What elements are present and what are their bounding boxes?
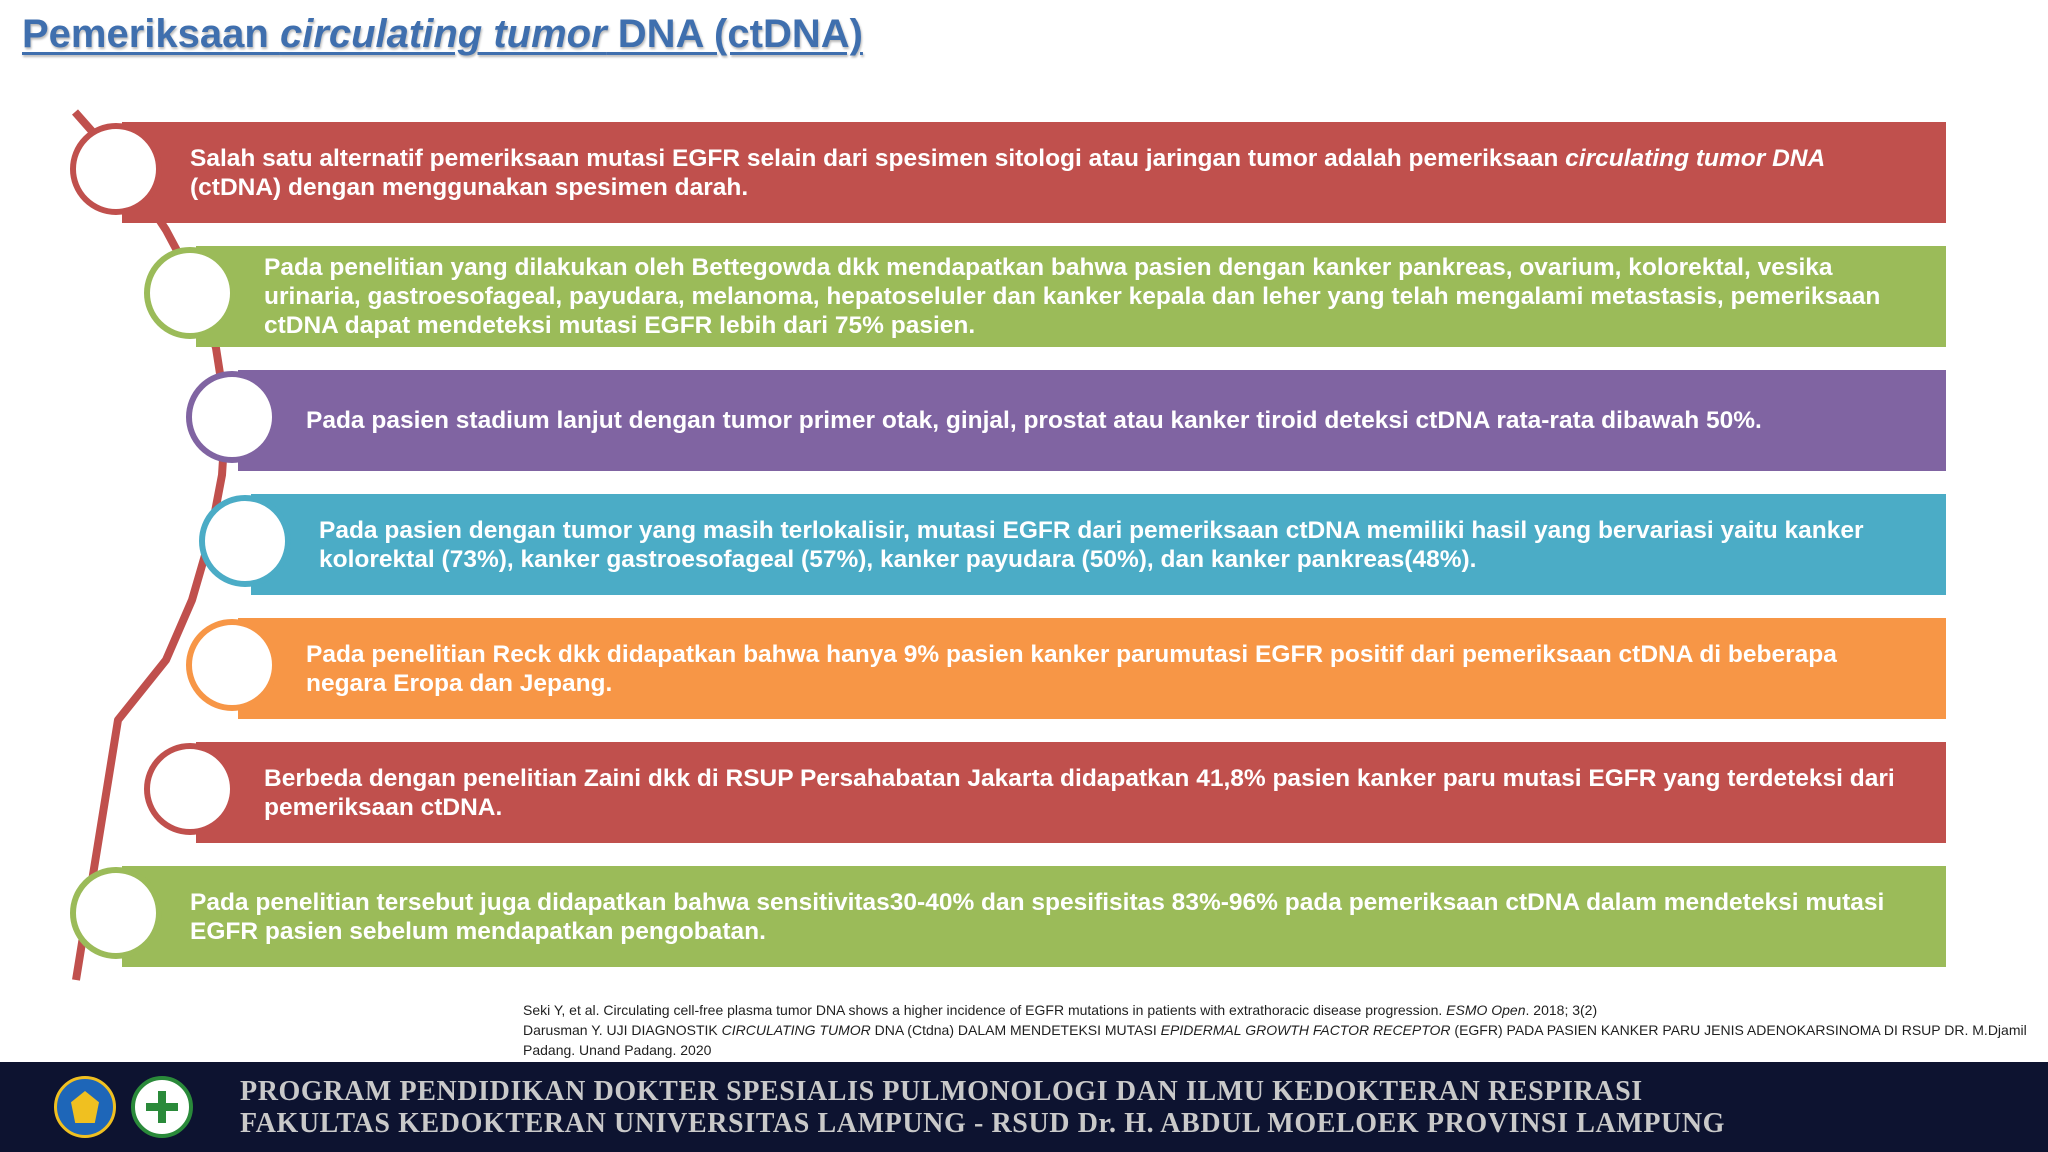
item-3-text: Pada pasien stadium lanjut dengan tumor primer otak, ginjal, prostat atau kanker tiroid deteksi ctDNA rata-rata dibawah 50%. <box>306 407 1762 434</box>
reference-2: Darusman Y. UJI DIAGNOSTIK CIRCULATING TUMOR DNA (Ctdna) DALAM MENDETEKSI MUTASI EPIDERMAL GROWTH FACTOR RECEPTOR (EGFR) PADA PASIEN KANKER PARU JENIS ADENOKARSINOMA DI RSUP DR. M.Djamil <box>523 1022 2027 1038</box>
timeline-bar-4 <box>251 494 1946 595</box>
item-7-text: Pada penelitian tersebut juga didapatkan bahwa sensitivitas30-40% dan spesifisitas 83%-96% pada pemeriksaan ctDNA dalam mendeteksi mutasi EGFR pasien sebelum mendapatkan pengobatan. <box>190 888 1885 945</box>
footer-line-1: PROGRAM PENDIDIKAN DOKTER SPESIALIS PULMONOLOGI DAN ILMU KEDOKTERAN RESPIRASI <box>240 1076 1643 1107</box>
timeline-node-2 <box>144 247 236 339</box>
footer-banner <box>0 1062 2048 1152</box>
item-1-text-end: (ctDNA) dengan menggunakan spesimen darah. <box>190 173 749 201</box>
title-part1: Pemeriksaan <box>22 12 280 56</box>
footer-line-2: FAKULTAS KEDOKTERAN UNIVERSITAS LAMPUNG - RSUD Dr. H. ABDUL MOELOEK PROVINSI LAMPUNG <box>240 1108 1726 1139</box>
timeline-bar-5 <box>238 618 1946 719</box>
item-4-text: Pada pasien dengan tumor yang masih terlokalisir, mutasi EGFR dari pemeriksaan ctDNA memiliki hasil yang bervariasi yaitu kanker kolorektal (73%), kanker gastroesofageal (57%), kanker payudara (50%), dan kanker pankreas(48%). <box>319 516 1864 573</box>
timeline-bar-1 <box>122 122 1946 223</box>
timeline-bar-3 <box>238 370 1946 471</box>
hospital-logo-icon <box>131 1076 193 1138</box>
timeline-node-3 <box>186 371 278 463</box>
title-part3: DNA (ctDNA) <box>606 12 863 56</box>
reference-1: Seki Y, et al. Circulating cell-free plasma tumor DNA shows a higher incidence of EGFR mutations in patients with extrathoracic disease progression. ESMO Open. 2018; 3(2) <box>523 1002 1598 1018</box>
timeline-bar-6 <box>196 742 1946 843</box>
timeline-node-4 <box>199 495 291 587</box>
item-6-text: Berbeda dengan penelitian Zaini dkk di RSUP Persahabatan Jakarta didapatkan 41,8% pasien kanker paru mutasi EGFR yang terdeteksi dari pemeriksaan ctDNA. <box>264 764 1895 821</box>
item-1-text: Salah satu alternatif pemeriksaan mutasi EGFR selain dari spesimen sitologi atau jaringan tumor adalah pemeriksaan <box>190 144 1566 172</box>
references <box>523 1000 2027 1060</box>
timeline-node-6 <box>144 743 236 835</box>
timeline-bar-2 <box>196 246 1946 347</box>
university-logo-icon <box>54 1076 116 1138</box>
title-part2: circulating tumor <box>279 12 607 56</box>
timeline-node-5 <box>186 619 278 711</box>
timeline-node-7 <box>70 867 162 959</box>
item-2-text: Pada penelitian yang dilakukan oleh Bettegowda dkk mendapatkan bahwa pasien dengan kanker pankreas, ovarium, kolorektal, vesika urinaria, gastroesofageal, payudara, melanoma, hepatoseluler dan kanker kepala dan leher yang telah mengalami metastasis, pemeriksaan ctDNA dapat mendeteksi mutasi EGFR lebih dari 75% pasien. <box>264 254 1881 339</box>
item-5-text: Pada penelitian Reck dkk didapatkan bahwa hanya 9% pasien kanker parumutasi EGFR positif dari pemeriksaan ctDNA di beberapa negara Eropa dan Jepang. <box>306 640 1837 697</box>
timeline-node-1 <box>70 123 162 215</box>
timeline-bar-7 <box>122 866 1946 967</box>
item-1-italic: circulating tumor DNA <box>1565 144 1826 172</box>
reference-2-cont: Padang. Unand Padang. 2020 <box>523 1042 712 1058</box>
